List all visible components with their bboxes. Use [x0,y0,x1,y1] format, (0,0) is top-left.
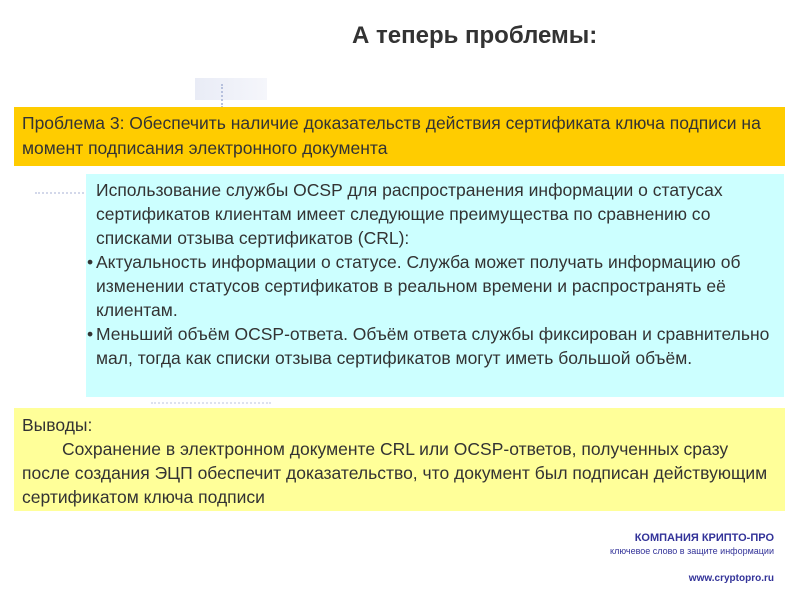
decor-ghost-text [151,396,271,404]
conclusion-box [14,408,785,511]
company-slogan: ключевое слово в защите информации [610,546,774,556]
list-item-text: Меньший объём OCSP-ответа. Объём ответа службы фиксирован и сравнительно мал, тогда как списки отзыва сертификатов могут иметь большой объём. [96,324,770,368]
bullet: • [87,252,94,272]
footer [610,531,774,585]
company-name: КОМПАНИЯ КРИПТО-ПРО [634,532,774,544]
conclusion-heading: Выводы: [22,415,93,435]
list-item [87,250,776,322]
decor-bar [195,78,267,100]
list-item [87,322,776,370]
list-item-text: Актуальность информации о статусе. Служба может получать информацию об изменении статусов сертификатов в реальном времени и распространять её клиентам. [96,252,741,320]
ocsp-advantages-box [86,174,784,397]
problem-text: Проблема 3: Обеспечить наличие доказательств действия сертификата ключа подписи на момент подписания электронного документа [22,113,761,158]
ocsp-intro: Использование службы OCSP для распространения информации о статусах сертификатов клиентам имеет следующие преимущества по сравнению со списками отзыва сертификатов (CRL): [96,180,723,248]
slide-title: А теперь проблемы: [352,22,598,49]
decor-dots [221,84,227,108]
ocsp-advantages-list [87,250,776,370]
problem-box [14,107,785,166]
conclusion-text: Сохранение в электронном документе CRL или OCSP-ответов, полученных сразу после создания ЭЦП обеспечит доказательство, что документ был подписан действующим сертификатом ключа подписи [22,439,768,507]
bullet: • [87,324,94,344]
website-link[interactable]: www.cryptopro.ru [688,573,774,584]
